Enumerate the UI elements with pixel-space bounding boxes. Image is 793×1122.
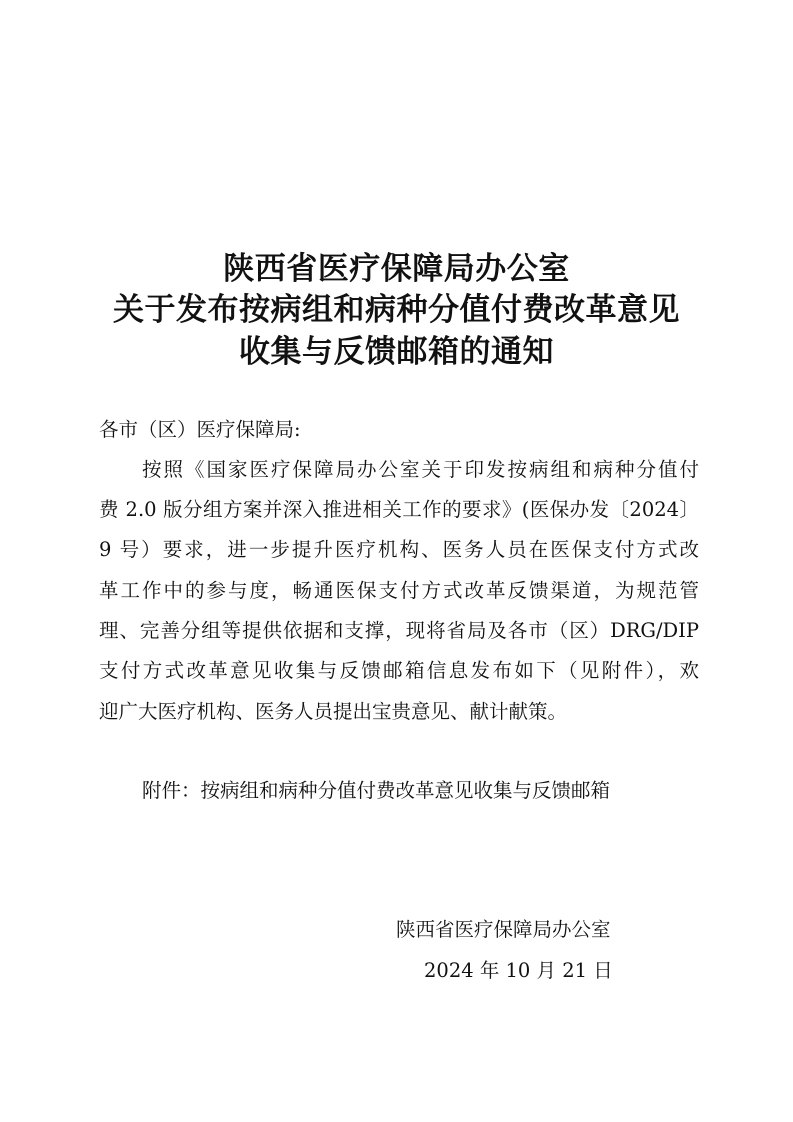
attachment-line: 附件：按病组和病种分值付费改革意见收集与反馈邮箱 xyxy=(142,779,611,802)
salutation: 各市（区）医疗保障局: xyxy=(99,418,301,441)
title-line-3: 收集与反馈邮箱的通知 xyxy=(239,334,554,370)
body-line-3: 9 号）要求，进一步提升医疗机构、医务人员在医保支付方式改 xyxy=(99,538,699,561)
body-line-7: 迎广大医疗机构、医务人员提出宝贵意见、献计献策。 xyxy=(99,700,568,723)
body-line-4: 革工作中的参与度，畅通医保支付方式改革反馈渠道，为规范管 xyxy=(99,579,699,602)
title-line-2: 关于发布按病组和病种分值付费改革意见 xyxy=(113,292,680,328)
title-line-1: 陕西省医疗保障局办公室 xyxy=(223,251,570,287)
issue-date: 2024 年 10 月 21 日 xyxy=(424,959,613,982)
body-line-5: 理、完善分组等提供依据和支撑，现将省局及各市（区）DRG/DIP xyxy=(99,619,699,642)
body-line-6: 支付方式改革意见收集与反馈邮箱信息发布如下（见附件），欢 xyxy=(99,659,699,682)
body-line-2: 费 2.0 版分组方案并深入推进相关工作的要求》(医保办发〔2024〕 xyxy=(99,498,699,521)
body-line-1: 按照《国家医疗保障局办公室关于印发按病组和病种分值付 xyxy=(142,458,699,481)
issuer-signature: 陕西省医疗保障局办公室 xyxy=(396,918,611,941)
